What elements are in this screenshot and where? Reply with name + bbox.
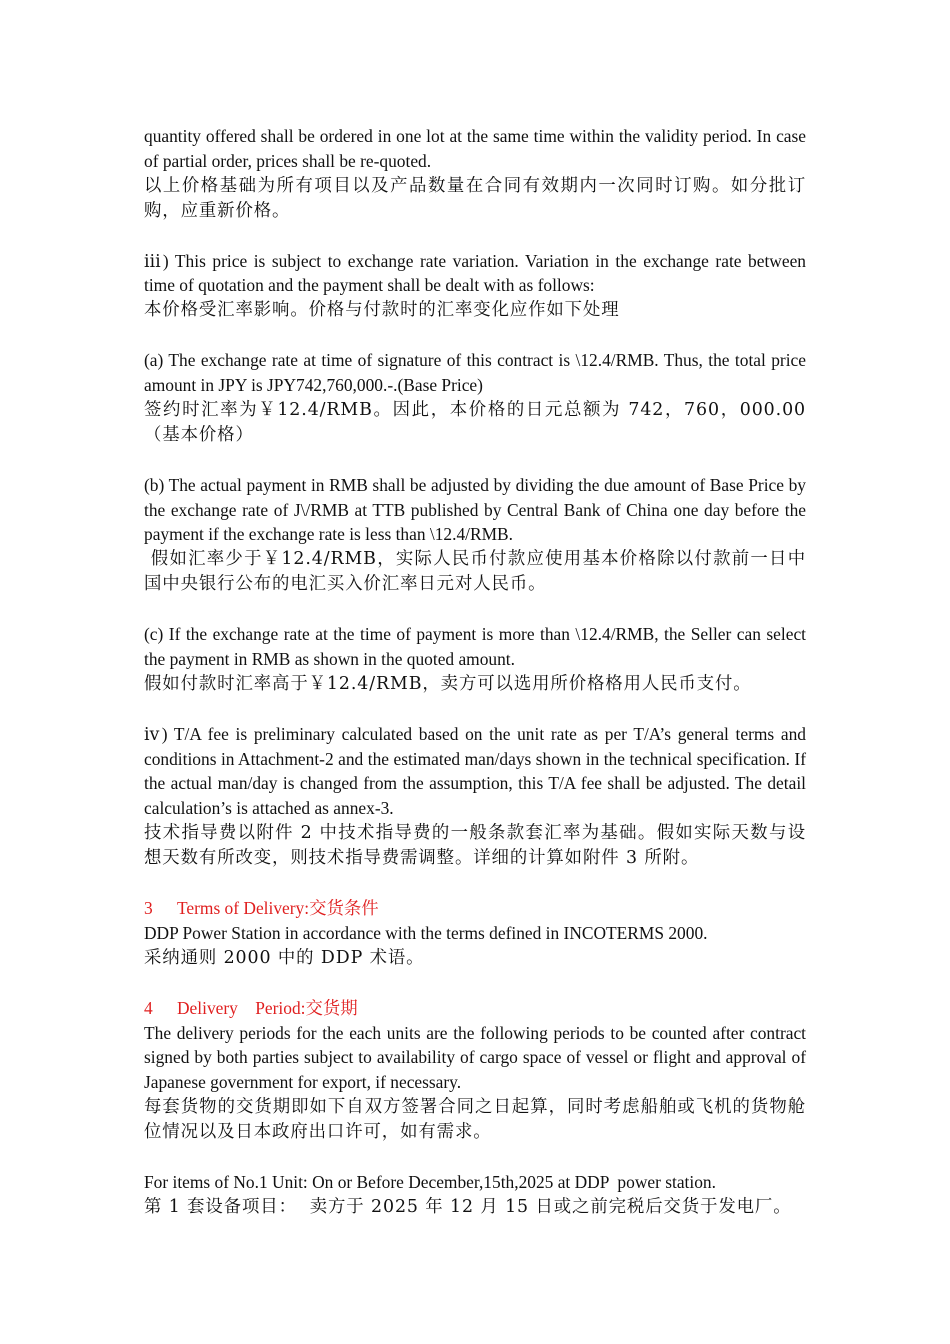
paragraph-text-en: (b) The actual payment in RMB shall be adjusted by dividing the due amount of Base Price by the exchange rate of J\/RMB at TTB published by Central Bank of China one day before the payment if the exchange rate is less than \12.4/RMB. [144,474,806,545]
paragraph-validity [144,124,806,224]
paragraph-exchange-rate [144,249,806,324]
section-text-en: The delivery periods for the each units are the following periods to be counted after contract signed by both parties subject to availability of cargo space of vessel or flight and approval of Japanese government for export, if necessary. [144,1022,806,1093]
section-heading [144,996,806,1021]
delivery-item-text-zh: 第 1 套设备项目： 卖方于 2025 年 12 月 15 日或之前完税后交货于发电厂。 [144,1196,792,1217]
paragraph-text-zh: 签约时汇率为￥12.4/RMB。因此，本价格的日元总额为 742，760，000.00（基本价格） [144,399,806,445]
section-text-zh: 采纳通则 2000 中的 DDP 术语。 [144,947,425,968]
paragraph-text-en: (a) The exchange rate at time of signature of this contract is \12.4/RMB. Thus, the total price amount in JPY is JPY742,760,000.-.(Base Price) [144,350,806,396]
section-title: Terms of Delivery:交货条件 [177,898,379,918]
document-page [144,124,806,1245]
paragraph-text-zh: 技术指导费以附件 2 中技术指导费的一般条款套汇率为基础。假如实际天数与设想天数有所改变，则技术指导费需调整。详细的计算如附件 3 所附。 [144,823,806,869]
paragraph-text-zh: 假如汇率少于￥12.4/RMB，实际人民币付款应使用基本价格除以付款前一日中国中央银行公布的电汇买入价汇率日元对人民币。 [144,549,806,595]
delivery-item-text-en: For items of No.1 Unit: On or Before December,15th,2025 at DDP power station. [144,1171,716,1192]
paragraph-text-zh: 以上价格基础为所有项目以及产品数量在合同有效期内一次同时订购。如分批订购，应重新价格。 [144,175,806,221]
paragraph-ta-fee [144,722,806,871]
delivery-item-unit-1 [144,1170,806,1220]
paragraph-text-en: ⅲ) This price is subject to exchange rate variation. Variation in the exchange rate between time of quotation and the payment shall be dealt with as follows: [144,250,806,296]
paragraph-text-zh: 假如付款时汇率高于￥12.4/RMB，卖方可以选用所价格格用人民币支付。 [144,673,752,694]
section-heading [144,896,806,921]
section-title: Delivery Period:交货期 [177,997,358,1018]
paragraph-text-en: (c) If the exchange rate at the time of payment is more than \12.4/RMB, the Seller can select the payment in RMB as shown in the quoted amount. [144,624,806,669]
section-delivery-period [144,996,806,1145]
paragraph-clause-c [144,622,806,697]
paragraph-text-en: quantity offered shall be ordered in one lot at the same time within the validity period. In case of partial order, prices shall be re-quoted. [144,126,806,171]
section-terms-of-delivery [144,896,806,971]
section-number: 4 [144,997,153,1018]
paragraph-clause-b [144,473,806,598]
paragraph-text-en: ⅳ) T/A fee is preliminary calculated based on the unit rate as per T/A’s general terms and conditions in Attachment-2 and the estimated man/days shown in the technical specification. If the actual man/day is changed from the assumption, this T/A fee shall be adjusted. The detail calculation’s is attached as annex-3. [144,723,806,819]
paragraph-clause-a [144,348,806,448]
section-text-zh: 每套货物的交货期即如下自双方签署合同之日起算，同时考虑船舶或飞机的货物舱位情况以及日本政府出口许可，如有需求。 [144,1097,806,1143]
section-text-en: DDP Power Station in accordance with the terms defined in INCOTERMS 2000. [144,922,708,943]
paragraph-text-zh: 本价格受汇率影响。价格与付款时的汇率变化应作如下处理 [144,300,620,321]
section-number: 3 [144,898,153,918]
